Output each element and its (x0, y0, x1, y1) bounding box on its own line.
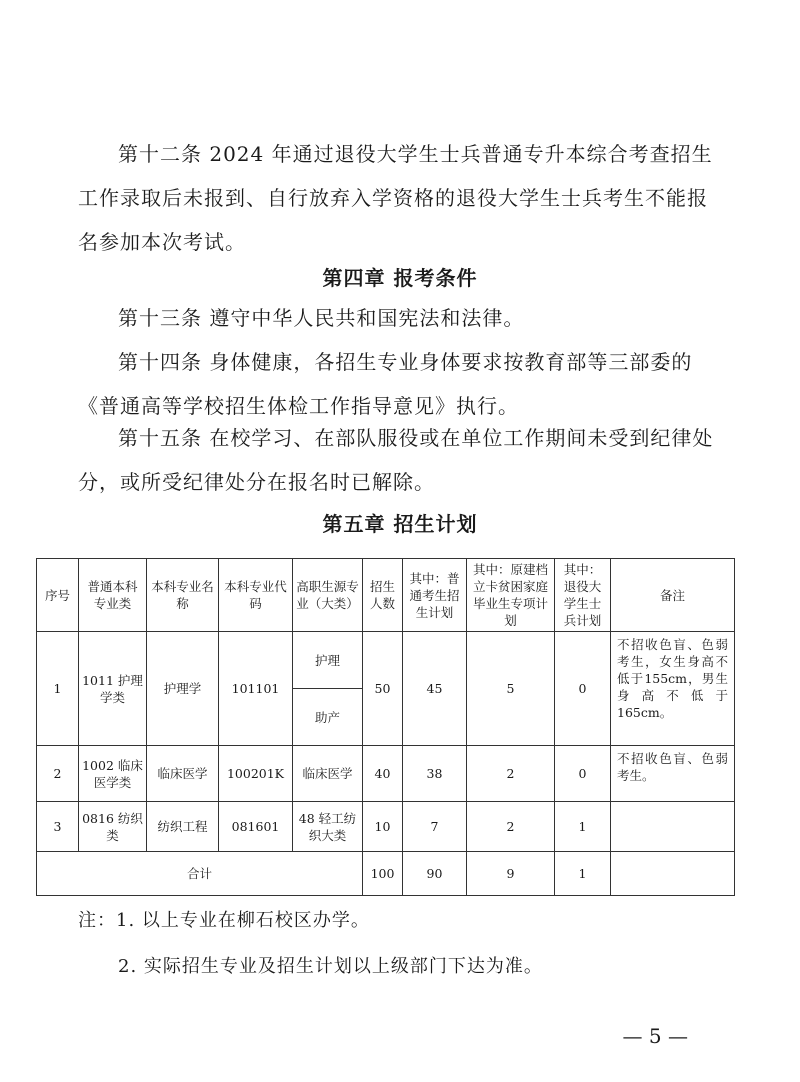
row1-veteran-plan: 0 (555, 632, 611, 746)
header-enrollment: 招生人数 (363, 559, 403, 632)
row1-remark: 不招收色盲、色弱考生，女生身高不低于155cm，男生身高不低于165cm。 (611, 632, 735, 746)
row3-vocational-major: 48 轻工纺织大类 (293, 802, 363, 852)
row1-vocational-major-a: 护理 (293, 632, 363, 689)
row3-veteran-plan: 1 (555, 802, 611, 852)
article-15: 第十五条 在校学习、在部队服役或在单位工作期间未受到纪律处分，或所受纪律处分在报名时已解除。 (78, 426, 714, 494)
header-veteran-plan: 其中：退役大学生士兵计划 (555, 559, 611, 632)
enrollment-plan-table (36, 558, 735, 896)
row2-veteran-plan: 0 (555, 746, 611, 802)
table-row (37, 802, 735, 852)
chapter-4-heading: 第四章 报考条件 (322, 266, 478, 290)
row3-major-name: 纺织工程 (147, 802, 219, 852)
total-label: 合计 (37, 852, 363, 896)
header-major-name: 本科专业名称 (147, 559, 219, 632)
header-no: 序号 (37, 559, 79, 632)
total-general-plan: 90 (403, 852, 467, 896)
article-14: 第十四条 身体健康，各招生专业身体要求按教育部等三部委的《普通高等学校招生体检工作指导意见》执行。 (78, 350, 693, 418)
row2-remark: 不招收色盲、色弱考生。 (611, 746, 735, 802)
row3-major-code: 081601 (219, 802, 293, 852)
page-number: — 5 — (622, 1024, 688, 1048)
table-row (37, 746, 735, 802)
row1-no: 1 (37, 632, 79, 746)
table-header-row (37, 559, 735, 632)
row1-vocational-major-b: 助产 (293, 689, 363, 746)
row1-enrollment: 50 (363, 632, 403, 746)
row3-poverty-plan: 2 (467, 802, 555, 852)
header-general-plan: 其中：普通考生招生计划 (403, 559, 467, 632)
row1-general-plan: 45 (403, 632, 467, 746)
row3-general-plan: 7 (403, 802, 467, 852)
row3-enrollment: 10 (363, 802, 403, 852)
article-12: 第十二条 2024 年通过退役大学生士兵普通专升本综合考查招生工作录取后未报到、自行放弃入学资格的退役大学生士兵考生不能报名参加本次考试。 (78, 142, 713, 254)
row2-no: 2 (37, 746, 79, 802)
header-vocational-major: 高职生源专业（大类） (293, 559, 363, 632)
row1-general-major: 1011 护理学类 (79, 632, 147, 746)
table-row (37, 632, 735, 689)
row1-major-code: 101101 (219, 632, 293, 746)
header-remark: 备注 (611, 559, 735, 632)
table-total-row (37, 852, 735, 896)
chapter-5-heading: 第五章 招生计划 (322, 512, 478, 536)
row3-general-major: 0816 纺织类 (79, 802, 147, 852)
header-major-code: 本科专业代码 (219, 559, 293, 632)
row2-vocational-major: 临床医学 (293, 746, 363, 802)
header-poverty-plan: 其中：原建档立卡贫困家庭毕业生专项计划 (467, 559, 555, 632)
row3-no: 3 (37, 802, 79, 852)
row2-general-major: 1002 临床医学类 (79, 746, 147, 802)
header-general-major: 普通本科专业类 (79, 559, 147, 632)
note-1: 注：1. 以上专业在柳石校区办学。 (78, 910, 370, 931)
total-enrollment: 100 (363, 852, 403, 896)
total-veteran-plan: 1 (555, 852, 611, 896)
row2-enrollment: 40 (363, 746, 403, 802)
note-2: 2. 实际招生专业及招生计划以上级部门下达为准。 (118, 956, 543, 977)
row2-general-plan: 38 (403, 746, 467, 802)
row3-remark (611, 802, 735, 852)
total-poverty-plan: 9 (467, 852, 555, 896)
article-13: 第十三条 遵守中华人民共和国宪法和法律。 (118, 306, 525, 330)
row1-major-name: 护理学 (147, 632, 219, 746)
row2-major-name: 临床医学 (147, 746, 219, 802)
row2-poverty-plan: 2 (467, 746, 555, 802)
row2-major-code: 100201K (219, 746, 293, 802)
total-remark (611, 852, 735, 896)
row1-poverty-plan: 5 (467, 632, 555, 746)
